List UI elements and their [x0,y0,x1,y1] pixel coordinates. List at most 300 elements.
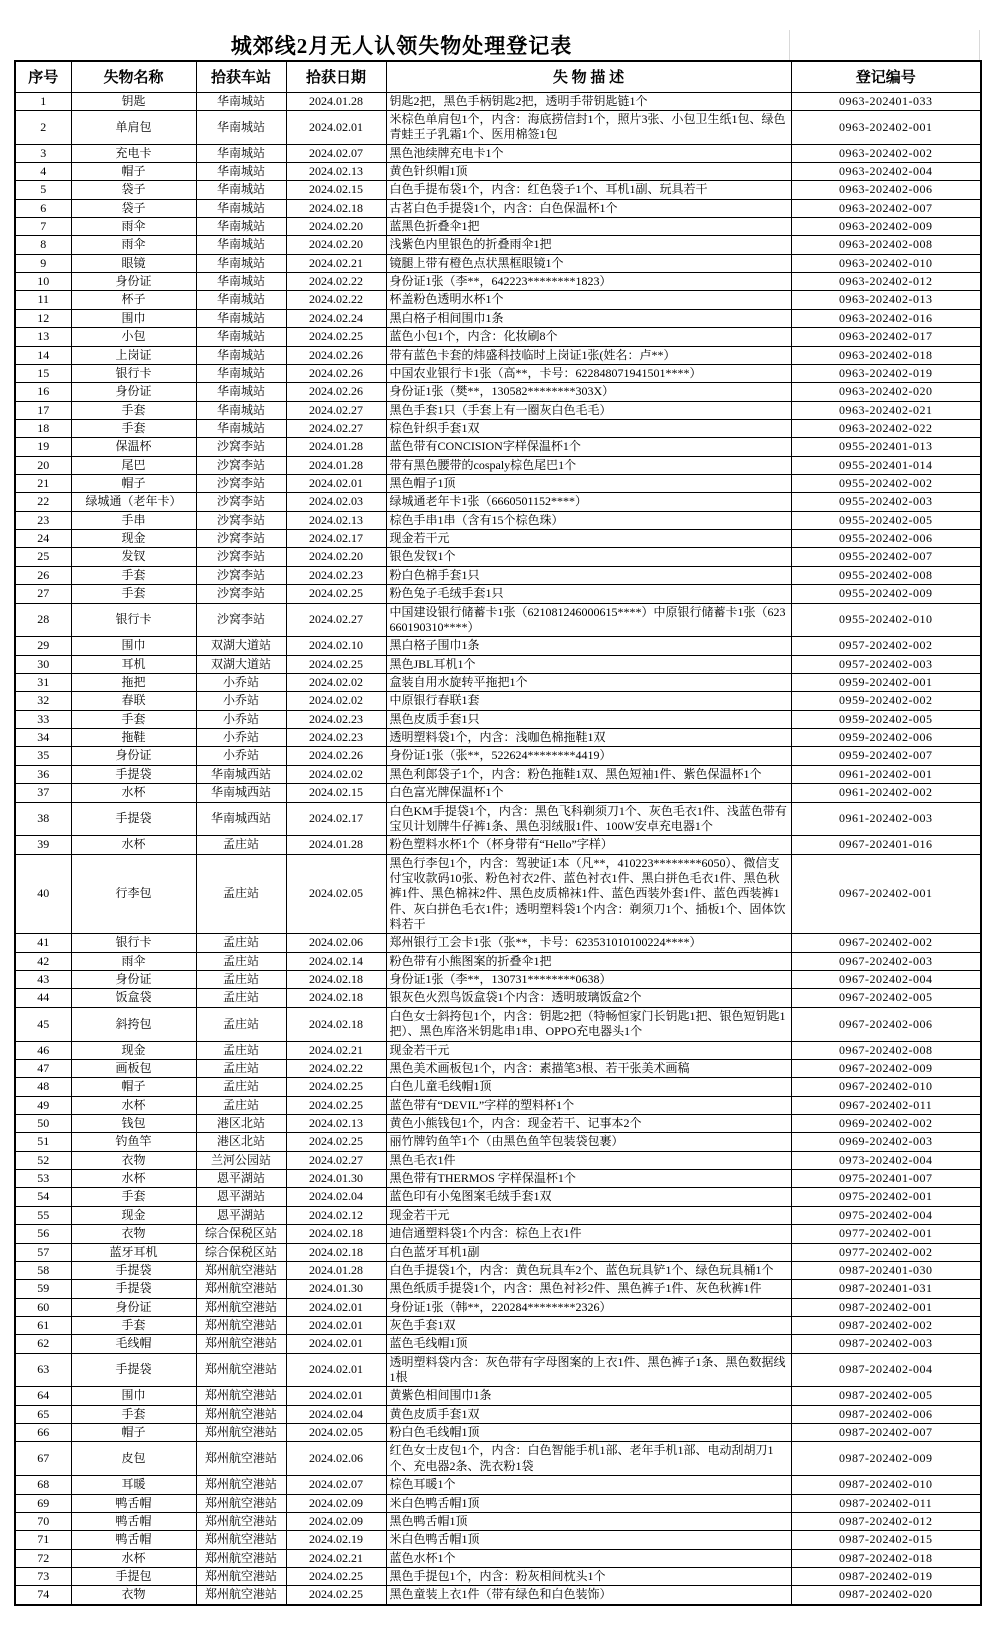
cell-serial: 8 [15,236,71,254]
cell-station: 华南城站 [196,218,286,236]
cell-description: 白色富光牌保温杯1个 [386,784,791,802]
cell-item-name: 现金 [71,530,196,548]
cell-station: 华南城西站 [196,784,286,802]
cell-item-name: 银行卡 [71,364,196,382]
cell-station: 综合保税区站 [196,1225,286,1243]
cell-date: 2024.02.23 [286,729,386,747]
cell-station: 郑州航空港站 [196,1494,286,1512]
table-row [15,1206,981,1224]
cell-station: 双湖大道站 [196,637,286,655]
cell-station: 孟庄站 [196,1096,286,1114]
table-row [15,710,981,728]
table-row [15,1041,981,1059]
cell-date: 2024.02.05 [286,1424,386,1442]
cell-serial: 34 [15,729,71,747]
cell-station: 郑州航空港站 [196,1405,286,1423]
cell-serial: 55 [15,1206,71,1224]
cell-station: 沙窝李站 [196,475,286,493]
cell-date: 2024.01.28 [286,438,386,456]
table-row [15,566,981,584]
table-row [15,328,981,346]
cell-serial: 71 [15,1531,71,1549]
cell-serial: 65 [15,1405,71,1423]
cell-station: 孟庄站 [196,1007,286,1041]
cell-reg-number: 0959-202402-006 [791,729,981,747]
cell-description: 白色KM手提袋1个，内含：黑色飞科剃须刀1个、灰色毛衣1件、浅蓝色带有宝贝计划牌牛仔裤1条、黑色羽绒服1件、100W安卓充电器1个 [386,802,791,836]
cell-date: 2024.02.21 [286,254,386,272]
cell-station: 孟庄站 [196,952,286,970]
cell-date: 2024.01.30 [286,1170,386,1188]
cell-item-name: 围巾 [71,309,196,327]
table-row [15,438,981,456]
cell-serial: 17 [15,401,71,419]
cell-serial: 73 [15,1567,71,1585]
cell-date: 2024.02.02 [286,765,386,783]
cell-station: 小乔站 [196,692,286,710]
cell-date: 2024.01.28 [286,836,386,854]
cell-serial: 23 [15,511,71,529]
cell-serial: 47 [15,1059,71,1077]
table-row [15,1298,981,1316]
cell-description: 中原银行春联1套 [386,692,791,710]
col-description: 失 物 描 述 [386,61,791,92]
cell-date: 2024.02.04 [286,1405,386,1423]
cell-date: 2024.02.22 [286,291,386,309]
cell-description: 黑色童装上衣1件（带有绿色和白色装饰） [386,1586,791,1605]
cell-serial: 38 [15,802,71,836]
table-row [15,854,981,934]
table-row [15,181,981,199]
cell-reg-number: 0967-202402-006 [791,1007,981,1041]
cell-reg-number: 0977-202402-001 [791,1225,981,1243]
cell-reg-number: 0977-202402-002 [791,1243,981,1261]
cell-item-name: 手套 [71,401,196,419]
cell-description: 透明塑料袋1个，内含：浅咖色棉拖鞋1双 [386,729,791,747]
cell-item-name: 钱包 [71,1114,196,1132]
cell-station: 沙窝李站 [196,456,286,474]
table-row [15,1424,981,1442]
cell-reg-number: 0967-202402-008 [791,1041,981,1059]
cell-reg-number: 0975-202402-001 [791,1188,981,1206]
cell-description: 现金若干元 [386,1041,791,1059]
cell-station: 孟庄站 [196,934,286,952]
cell-reg-number: 0963-202402-018 [791,346,981,364]
table-row [15,291,981,309]
cell-date: 2024.02.13 [286,1114,386,1132]
cell-reg-number: 0963-202402-020 [791,383,981,401]
cell-reg-number: 0955-202402-007 [791,548,981,566]
lost-property-table [14,60,982,1606]
cell-item-name: 鸭舌帽 [71,1494,196,1512]
cell-serial: 66 [15,1424,71,1442]
cell-reg-number: 0987-202402-020 [791,1586,981,1605]
cell-serial: 63 [15,1353,71,1387]
table-row [15,1114,981,1132]
col-item-name: 失物名称 [71,61,196,92]
table-row [15,364,981,382]
cell-reg-number: 0987-202402-003 [791,1335,981,1353]
cell-description: 黑白格子相间围巾1条 [386,309,791,327]
cell-serial: 43 [15,971,71,989]
cell-serial: 69 [15,1494,71,1512]
cell-item-name: 斜挎包 [71,1007,196,1041]
cell-station: 郑州航空港站 [196,1280,286,1298]
cell-description: 灰色手套1双 [386,1316,791,1334]
cell-description: 古茗白色手提袋1个，内含：白色保温杯1个 [386,199,791,217]
cell-item-name: 水杯 [71,1096,196,1114]
cell-description: 黑色JBL耳机1个 [386,655,791,673]
cell-reg-number: 0987-202402-006 [791,1405,981,1423]
title-side-spacer [790,30,980,60]
cell-item-name: 帽子 [71,1078,196,1096]
cell-station: 华南城站 [196,419,286,437]
cell-description: 米棕色单肩包1个，内含：海底捞信封1个，照片3张、小包卫生纸1包、绿色青蛙王子乳霜1个、医用棉签1包 [386,110,791,144]
cell-serial: 41 [15,934,71,952]
cell-date: 2024.02.25 [286,1567,386,1585]
cell-serial: 46 [15,1041,71,1059]
cell-station: 郑州航空港站 [196,1353,286,1387]
cell-item-name: 画板包 [71,1059,196,1077]
cell-date: 2024.02.04 [286,1188,386,1206]
cell-serial: 59 [15,1280,71,1298]
cell-reg-number: 0967-202402-003 [791,952,981,970]
table-row [15,802,981,836]
cell-reg-number: 0963-202402-009 [791,218,981,236]
table-row [15,1007,981,1041]
cell-reg-number: 0987-202402-007 [791,1424,981,1442]
cell-reg-number: 0967-202402-011 [791,1096,981,1114]
cell-date: 2024.02.22 [286,1059,386,1077]
cell-date: 2024.02.25 [286,1078,386,1096]
cell-reg-number: 0955-202402-005 [791,511,981,529]
col-date: 拾获日期 [286,61,386,92]
cell-item-name: 水杯 [71,784,196,802]
cell-item-name: 充电卡 [71,144,196,162]
cell-serial: 3 [15,144,71,162]
table-row [15,971,981,989]
cell-item-name: 围巾 [71,1387,196,1405]
cell-date: 2024.02.01 [286,1387,386,1405]
cell-date: 2024.02.18 [286,1007,386,1041]
cell-description: 粉白色毛线帽1顶 [386,1424,791,1442]
table-row [15,419,981,437]
cell-item-name: 上岗证 [71,346,196,364]
table-row [15,747,981,765]
cell-date: 2024.02.02 [286,692,386,710]
cell-serial: 74 [15,1586,71,1605]
cell-date: 2024.02.26 [286,383,386,401]
cell-reg-number: 0987-202402-018 [791,1549,981,1567]
cell-serial: 36 [15,765,71,783]
table-row [15,1170,981,1188]
cell-serial: 61 [15,1316,71,1334]
cell-station: 郑州航空港站 [196,1316,286,1334]
table-row [15,401,981,419]
cell-date: 2024.02.06 [286,934,386,952]
cell-station: 华南城站 [196,291,286,309]
cell-item-name: 雨伞 [71,952,196,970]
cell-station: 小乔站 [196,747,286,765]
cell-serial: 4 [15,162,71,180]
cell-reg-number: 0967-202402-009 [791,1059,981,1077]
table-row [15,1059,981,1077]
cell-station: 郑州航空港站 [196,1424,286,1442]
table-row [15,475,981,493]
cell-date: 2024.02.01 [286,1298,386,1316]
cell-station: 小乔站 [196,729,286,747]
table-row [15,1442,981,1476]
cell-description: 黑白格子围巾1条 [386,637,791,655]
cell-item-name: 袋子 [71,181,196,199]
cell-item-name: 身份证 [71,1298,196,1316]
cell-description: 镜腿上带有橙色点状黑框眼镜1个 [386,254,791,272]
cell-station: 双湖大道站 [196,655,286,673]
cell-reg-number: 0957-202402-003 [791,655,981,673]
cell-description: 粉色塑料水杯1个（杯身带有“Hello”字样） [386,836,791,854]
cell-description: 棕色手串1串（含有15个棕色珠） [386,511,791,529]
cell-item-name: 身份证 [71,383,196,401]
cell-station: 华南城站 [196,181,286,199]
cell-description: 身份证1张（韩**，220284********2326） [386,1298,791,1316]
cell-item-name: 手套 [71,1405,196,1423]
cell-reg-number: 0955-202401-014 [791,456,981,474]
cell-date: 2024.01.30 [286,1280,386,1298]
cell-date: 2024.02.02 [286,674,386,692]
cell-reg-number: 0987-202402-012 [791,1512,981,1530]
cell-item-name: 帽子 [71,1424,196,1442]
table-row [15,309,981,327]
cell-reg-number: 0969-202402-002 [791,1114,981,1132]
cell-item-name: 手提包 [71,1567,196,1585]
cell-description: 蓝色印有小兔图案毛绒手套1双 [386,1188,791,1206]
cell-description: 粉色带有小熊图案的折叠伞1把 [386,952,791,970]
cell-item-name: 手提袋 [71,1353,196,1387]
cell-serial: 50 [15,1114,71,1132]
cell-description: 郑州银行工会卡1张（张**，卡号：623531010100224****） [386,934,791,952]
cell-station: 沙窝李站 [196,438,286,456]
table-row [15,603,981,637]
cell-serial: 42 [15,952,71,970]
cell-description: 身份证1张（李**，642223********1823） [386,273,791,291]
table-row [15,1512,981,1530]
cell-serial: 49 [15,1096,71,1114]
cell-station: 恩平湖站 [196,1206,286,1224]
cell-reg-number: 0987-202402-009 [791,1442,981,1476]
cell-item-name: 手串 [71,511,196,529]
cell-station: 华南城站 [196,309,286,327]
table-row [15,655,981,673]
cell-description: 蓝色毛线帽1顶 [386,1335,791,1353]
cell-date: 2024.02.20 [286,218,386,236]
table-row [15,1280,981,1298]
cell-item-name: 保温杯 [71,438,196,456]
cell-station: 郑州航空港站 [196,1298,286,1316]
cell-serial: 37 [15,784,71,802]
cell-item-name: 手提袋 [71,765,196,783]
cell-serial: 6 [15,199,71,217]
cell-item-name: 毛线帽 [71,1335,196,1353]
cell-station: 孟庄站 [196,989,286,1007]
cell-reg-number: 0963-202402-019 [791,364,981,382]
table-row [15,1405,981,1423]
page-title: 城郊线2月无人认领失物处理登记表 [14,30,790,60]
cell-serial: 57 [15,1243,71,1261]
cell-serial: 12 [15,309,71,327]
cell-item-name: 鸭舌帽 [71,1531,196,1549]
cell-reg-number: 0967-202401-016 [791,836,981,854]
cell-date: 2024.01.28 [286,456,386,474]
cell-item-name: 银行卡 [71,934,196,952]
table-header [15,61,981,92]
cell-reg-number: 0963-202402-004 [791,162,981,180]
cell-serial: 30 [15,655,71,673]
cell-reg-number: 0987-202402-010 [791,1476,981,1494]
cell-reg-number: 0961-202402-002 [791,784,981,802]
cell-date: 2024.02.01 [286,1353,386,1387]
cell-station: 华南城站 [196,328,286,346]
cell-date: 2024.02.18 [286,971,386,989]
cell-date: 2024.02.14 [286,952,386,970]
cell-date: 2024.02.24 [286,309,386,327]
cell-description: 黄色皮质手套1双 [386,1405,791,1423]
title-row [14,30,980,60]
cell-station: 华南城站 [196,236,286,254]
table-row [15,1151,981,1169]
cell-description: 银色发钗1个 [386,548,791,566]
cell-description: 白色女士斜挎包1个，内含：钥匙2把（特畅恒家门长钥匙1把、银色短钥匙1把）、黑色库洛米钥匙串1串、OPPO充电器头1个 [386,1007,791,1041]
cell-description: 带有蓝色卡套的炜盛科技临时上岗证1张(姓名：卢**） [386,346,791,364]
cell-description: 中国农业银行卡1张（高**，卡号：622848071941501****） [386,364,791,382]
cell-station: 沙窝李站 [196,548,286,566]
cell-description: 黑色手套1只（手套上有一圈灰白色毛毛） [386,401,791,419]
cell-item-name: 手套 [71,419,196,437]
cell-serial: 7 [15,218,71,236]
cell-description: 蓝色小包1个，内含：化妆刷8个 [386,328,791,346]
table-row [15,1096,981,1114]
cell-description: 身份证1张（李**，130731********0638） [386,971,791,989]
header-row [15,61,981,92]
cell-description: 透明塑料袋内含：灰色带有字母图案的上衣1件、黑色裤子1条、黑色数据线1根 [386,1353,791,1387]
cell-serial: 32 [15,692,71,710]
cell-serial: 25 [15,548,71,566]
cell-serial: 20 [15,456,71,474]
cell-serial: 15 [15,364,71,382]
cell-item-name: 衣物 [71,1151,196,1169]
cell-description: 白色蓝牙耳机1副 [386,1243,791,1261]
cell-item-name: 眼镜 [71,254,196,272]
cell-station: 郑州航空港站 [196,1567,286,1585]
cell-reg-number: 0955-202402-002 [791,475,981,493]
cell-serial: 51 [15,1133,71,1151]
table-row [15,236,981,254]
cell-date: 2024.02.17 [286,802,386,836]
cell-description: 钥匙2把，黑色手柄钥匙2把，透明手带钥匙链1个 [386,92,791,110]
cell-item-name: 雨伞 [71,218,196,236]
cell-date: 2024.02.27 [286,603,386,637]
table-row [15,199,981,217]
cell-serial: 67 [15,1442,71,1476]
cell-description: 丽竹牌钓鱼竿1个（由黑色鱼竿包装袋包裹） [386,1133,791,1151]
cell-reg-number: 0963-202402-002 [791,144,981,162]
cell-date: 2024.02.18 [286,1243,386,1261]
cell-reg-number: 0987-202402-001 [791,1298,981,1316]
cell-date: 2024.02.26 [286,747,386,765]
cell-description: 粉色兔子毛绒手套1只 [386,585,791,603]
cell-reg-number: 0963-202402-008 [791,236,981,254]
cell-description: 黑色鸭舌帽1顶 [386,1512,791,1530]
cell-date: 2024.02.27 [286,401,386,419]
cell-serial: 16 [15,383,71,401]
cell-serial: 19 [15,438,71,456]
cell-item-name: 耳机 [71,655,196,673]
cell-date: 2024.02.17 [286,530,386,548]
cell-station: 郑州航空港站 [196,1549,286,1567]
cell-item-name: 现金 [71,1041,196,1059]
cell-serial: 33 [15,710,71,728]
table-row [15,110,981,144]
lost-property-sheet [14,30,980,1606]
cell-item-name: 手套 [71,566,196,584]
cell-description: 蓝色带有“DEVIL”字样的塑料杯1个 [386,1096,791,1114]
cell-reg-number: 0955-202402-009 [791,585,981,603]
table-row [15,784,981,802]
cell-description: 黑色池续牌充电卡1个 [386,144,791,162]
table-row [15,1188,981,1206]
cell-station: 郑州航空港站 [196,1476,286,1494]
cell-description: 黄色针织帽1顶 [386,162,791,180]
table-row [15,144,981,162]
cell-item-name: 拖把 [71,674,196,692]
cell-description: 白色手提袋1个，内含：黄色玩具车2个、蓝色玩具铲1个、绿色玩具桶1个 [386,1261,791,1279]
cell-date: 2024.01.28 [286,92,386,110]
cell-description: 身份证1张（樊**，130582********303X） [386,383,791,401]
cell-description: 蓝色水杯1个 [386,1549,791,1567]
cell-station: 港区北站 [196,1114,286,1132]
table-body [15,92,981,1605]
cell-description: 粉白色棉手套1只 [386,566,791,584]
col-reg-number: 登记编号 [791,61,981,92]
cell-date: 2024.02.25 [286,655,386,673]
cell-description: 黄色小熊钱包1个，内含：现金若干、记事本2个 [386,1114,791,1132]
cell-serial: 40 [15,854,71,934]
cell-reg-number: 0963-202402-016 [791,309,981,327]
cell-reg-number: 0987-202402-011 [791,1494,981,1512]
cell-reg-number: 0955-202402-006 [791,530,981,548]
cell-reg-number: 0959-202402-002 [791,692,981,710]
cell-reg-number: 0955-202401-013 [791,438,981,456]
cell-date: 2024.02.19 [286,1531,386,1549]
cell-station: 恩平湖站 [196,1170,286,1188]
cell-serial: 52 [15,1151,71,1169]
cell-serial: 9 [15,254,71,272]
cell-date: 2024.02.25 [286,1133,386,1151]
cell-station: 华南城站 [196,162,286,180]
cell-item-name: 围巾 [71,637,196,655]
cell-reg-number: 0963-202402-006 [791,181,981,199]
cell-item-name: 衣物 [71,1586,196,1605]
cell-item-name: 蓝牙耳机 [71,1243,196,1261]
cell-station: 综合保税区站 [196,1243,286,1261]
cell-date: 2024.02.07 [286,144,386,162]
table-row [15,548,981,566]
cell-description: 浅紫色内里银色的折叠雨伞1把 [386,236,791,254]
cell-description: 迪信通塑料袋1个内含：棕色上衣1件 [386,1225,791,1243]
cell-description: 棕色针织手套1双 [386,419,791,437]
table-row [15,1387,981,1405]
cell-reg-number: 0963-202402-001 [791,110,981,144]
cell-reg-number: 0959-202402-007 [791,747,981,765]
cell-item-name: 手套 [71,710,196,728]
